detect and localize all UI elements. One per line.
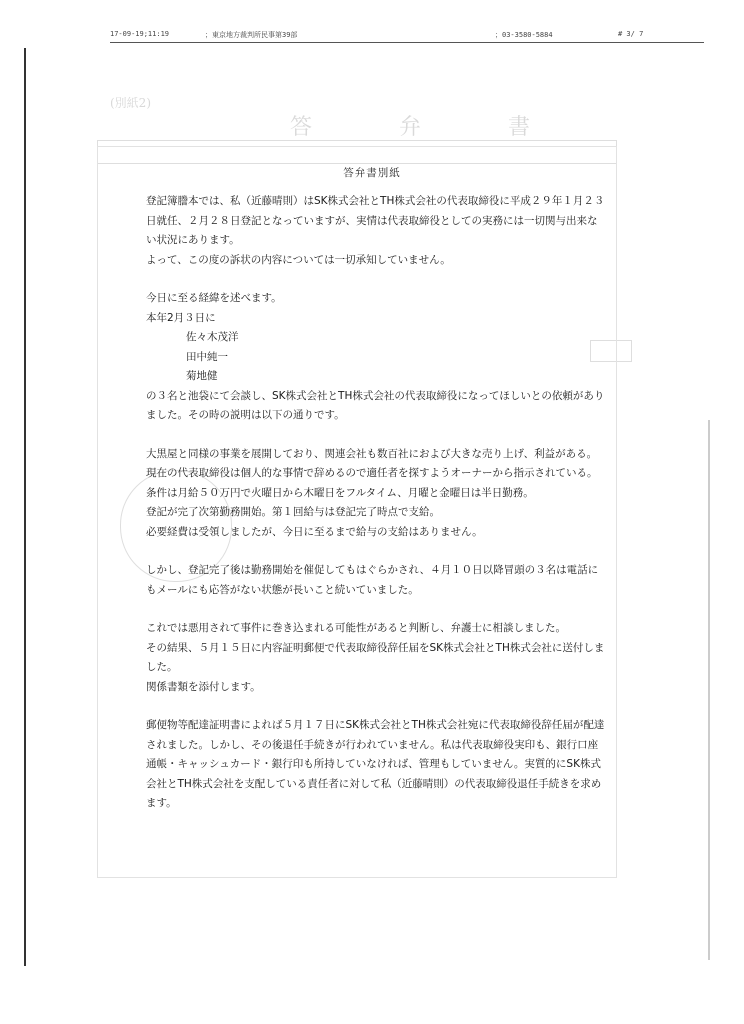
background-form-title: 答 弁 書 xyxy=(290,115,570,140)
document-title: 答弁書別紙 xyxy=(343,167,401,179)
person-name: 菊地健 xyxy=(186,370,218,382)
fax-sender: ；東京地方裁判所民事第39部 xyxy=(205,31,298,39)
paragraph: 大黒屋と同様の事業を展開しており、関連会社も数百社におよび大きな売り上げ、利益がある。現在の代表取締役は個人的な事情で辞めるので適任者を探すようオーナーから指示されている。 xyxy=(146,447,598,479)
fax-header xyxy=(110,30,704,43)
fax-number: ；03-3580-5884 xyxy=(495,31,553,39)
paragraph: その結果、５月１５日に内容証明郵便で代表取締役辞任届をSK株式会社とTH株式会社に送付しました。 xyxy=(146,641,605,673)
paragraph: 条件は月給５０万円で火曜日から木曜日をフルタイム、月曜と金曜日は半日勤務。 xyxy=(146,486,534,499)
binding-edge-line xyxy=(24,48,26,966)
person-name: 佐々木茂洋 xyxy=(186,331,239,343)
paragraph: 本年2月３日に xyxy=(146,311,216,324)
paragraph: 今日に至る経緯を述べます。 xyxy=(146,292,282,304)
paragraph: 郵便物等配達証明書によれば５月１７日にSK株式会社とTH株式会社宛に代表取締役辞任届が配達されました。しかし、その後退任手続きが行われていません。私は代表取締役実印も、銀行口座通帳・キャッシュカード・銀行印も所持していなければ、管理もしていません。実質的にSK株式会社とTH株式会社を支配している責任者に対して私（近藤晴則）の代表取締役退任手続きを求めます。 xyxy=(146,719,605,809)
person-name: 田中純一 xyxy=(186,350,228,363)
paragraph: よって、この度の訴状の内容については一切承知していません。 xyxy=(146,253,451,266)
document-body xyxy=(146,192,606,814)
paragraph: これでは悪用されて事件に巻き込まれる可能性があると判断し、弁護士に相談しました。 xyxy=(146,622,566,634)
paragraph: の３名と池袋にて会談し、SK株式会社とTH株式会社の代表取締役になってほしいとの依頼がありました。その時の説明は以下の通りです。 xyxy=(146,389,605,421)
fax-timestamp: 17-09-19;11:19 xyxy=(110,30,170,38)
background-form-label: (別紙2) xyxy=(110,96,151,110)
paragraph: 関係書類を添付します。 xyxy=(146,680,261,693)
paragraph: 登記が完了次第勤務開始。第１回給与は登記完了時点で支給。 xyxy=(146,506,440,518)
paragraph: 登記簿謄本では、私（近藤晴則）はSK株式会社とTH株式会社の代表取締役に平成２９年１月２３日就任、２月２８日登記となっていますが、実情は代表取締役としての実務には一切関与出来ない状況にあります。 xyxy=(146,195,605,246)
paragraph: しかし、登記完了後は勤務開始を催促してもはぐらかされ、４月１０日以降冒頭の３名は電話にもメールにも応答がない状態が長いこと続いていました。 xyxy=(146,564,599,596)
paragraph: 必要経費は受領しましたが、今日に至るまで給与の支給はありません。 xyxy=(146,525,483,538)
fax-page-number: # 3/ 7 xyxy=(618,30,644,38)
scan-edge-line xyxy=(708,420,710,960)
